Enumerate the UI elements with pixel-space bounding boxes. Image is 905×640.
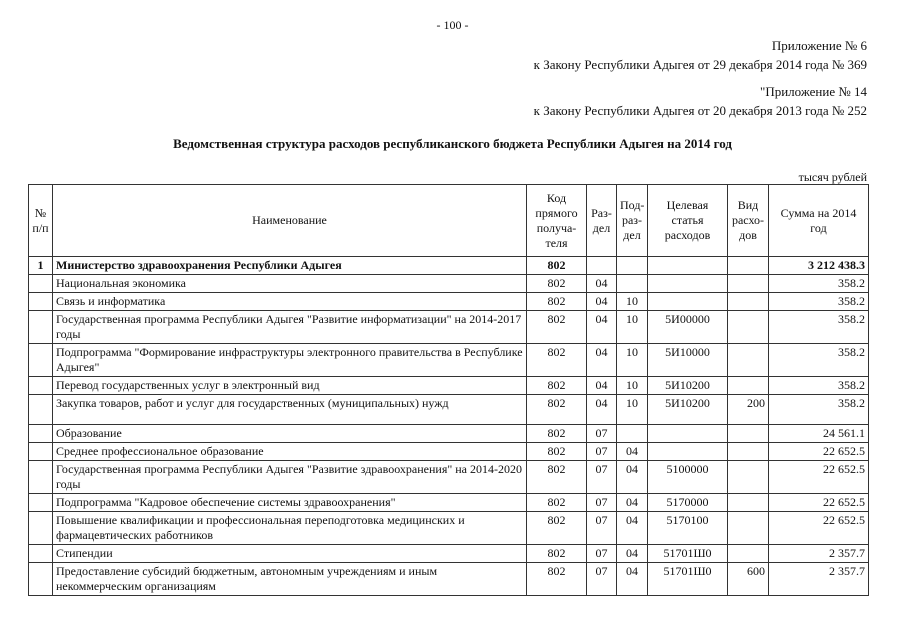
cell-subsection: 10: [617, 377, 648, 395]
table-row: [29, 344, 869, 377]
cell-code: 802: [527, 293, 587, 311]
cell-section: 04: [587, 344, 617, 377]
cell-target: [648, 257, 728, 275]
cell-type: [728, 545, 769, 563]
cell-section: 04: [587, 377, 617, 395]
cell-num: [29, 512, 53, 545]
cell-name: Образование: [53, 425, 527, 443]
cell-target: 5170100: [648, 512, 728, 545]
cell-type: [728, 275, 769, 293]
cell-code: 802: [527, 377, 587, 395]
cell-target: 5170000: [648, 494, 728, 512]
cell-sum: 22 652.5: [769, 461, 869, 494]
header-sum: Сумма на 2014 год: [769, 185, 869, 257]
header-name: Наименование: [53, 185, 527, 257]
cell-num: [29, 395, 53, 425]
cell-type: [728, 494, 769, 512]
annex-reference-current: [534, 36, 867, 74]
cell-sum: 358.2: [769, 275, 869, 293]
cell-target: 51701Ш0: [648, 563, 728, 596]
cell-num: [29, 344, 53, 377]
annex-title: "Приложение № 14: [760, 84, 867, 99]
cell-section: 04: [587, 311, 617, 344]
header-target: Целевая статья расходов: [648, 185, 728, 257]
cell-subsection: 04: [617, 443, 648, 461]
cell-subsection: 04: [617, 563, 648, 596]
cell-sum: 358.2: [769, 344, 869, 377]
cell-name: Государственная программа Республики Адыгея "Развитие здравоохранения" на 2014-2020 годы: [53, 461, 527, 494]
cell-subsection: 04: [617, 461, 648, 494]
cell-sum: 3 212 438.3: [769, 257, 869, 275]
cell-num: 1: [29, 257, 53, 275]
table-row: [29, 257, 869, 275]
cell-section: 07: [587, 425, 617, 443]
cell-sum: 2 357.7: [769, 563, 869, 596]
cell-subsection: [617, 275, 648, 293]
header-num: № п/п: [29, 185, 53, 257]
cell-num: [29, 425, 53, 443]
cell-type: [728, 311, 769, 344]
cell-code: 802: [527, 563, 587, 596]
cell-num: [29, 275, 53, 293]
cell-num: [29, 563, 53, 596]
table-row: [29, 377, 869, 395]
cell-num: [29, 377, 53, 395]
annex-law-reference: к Закону Республики Адыгея от 29 декабря 2014 года № 369: [533, 57, 867, 72]
cell-num: [29, 443, 53, 461]
cell-name: Подпрограмма "Формирование инфраструктуры электронного правительства в Республике Адыгея": [53, 344, 527, 377]
cell-sum: 358.2: [769, 395, 869, 425]
units-label: тысяч рублей: [798, 170, 867, 184]
cell-section: 07: [587, 443, 617, 461]
cell-code: 802: [527, 443, 587, 461]
cell-code: 802: [527, 311, 587, 344]
cell-name: Подпрограмма "Кадровое обеспечение системы здравоохранения": [53, 494, 527, 512]
cell-type: [728, 425, 769, 443]
cell-type: [728, 293, 769, 311]
table-row: [29, 512, 869, 545]
cell-section: 07: [587, 494, 617, 512]
table-row: [29, 545, 869, 563]
table-row: [29, 443, 869, 461]
cell-num: [29, 461, 53, 494]
cell-name: Государственная программа Республики Адыгея "Развитие информатизации" на 2014-2017 годы: [53, 311, 527, 344]
cell-type: [728, 257, 769, 275]
annex-reference-previous: [534, 82, 867, 120]
cell-target: [648, 425, 728, 443]
cell-subsection: 04: [617, 494, 648, 512]
table-row: [29, 425, 869, 443]
cell-section: 04: [587, 293, 617, 311]
table-row: [29, 311, 869, 344]
page-number: - 100 -: [436, 18, 469, 32]
cell-name: Стипендии: [53, 545, 527, 563]
cell-target: 5И00000: [648, 311, 728, 344]
cell-subsection: 04: [617, 512, 648, 545]
cell-sum: 358.2: [769, 311, 869, 344]
header-type: Вид расхо-дов: [728, 185, 769, 257]
cell-sum: 2 357.7: [769, 545, 869, 563]
cell-num: [29, 311, 53, 344]
cell-name: Перевод государственных услуг в электронный вид: [53, 377, 527, 395]
cell-name: Повышение квалификации и профессиональная переподготовка медицинских и фармацевтических работников: [53, 512, 527, 545]
cell-section: 07: [587, 512, 617, 545]
cell-target: [648, 293, 728, 311]
table-row: [29, 275, 869, 293]
cell-name: Предоставление субсидий бюджетным, автономным учреждениям и иным некоммерческим организациям: [53, 563, 527, 596]
cell-subsection: 04: [617, 545, 648, 563]
cell-target: 5И10200: [648, 377, 728, 395]
table-row: [29, 395, 869, 425]
cell-subsection: 10: [617, 311, 648, 344]
cell-sum: 22 652.5: [769, 443, 869, 461]
cell-code: 802: [527, 257, 587, 275]
cell-type: [728, 512, 769, 545]
cell-type: [728, 377, 769, 395]
table-row: [29, 563, 869, 596]
cell-section: 07: [587, 461, 617, 494]
cell-subsection: [617, 257, 648, 275]
cell-name: Связь и информатика: [53, 293, 527, 311]
table-header-row: [29, 185, 869, 257]
table-row: [29, 461, 869, 494]
cell-section: 04: [587, 395, 617, 425]
cell-name: Министерство здравоохранения Республики Адыгея: [53, 257, 527, 275]
cell-target: 5100000: [648, 461, 728, 494]
annex-title: Приложение № 6: [771, 38, 867, 53]
cell-name: Закупка товаров, работ и услуг для государственных (муниципальных) нужд: [53, 395, 527, 425]
cell-code: 802: [527, 545, 587, 563]
cell-subsection: 10: [617, 293, 648, 311]
cell-code: 802: [527, 461, 587, 494]
cell-type: [728, 344, 769, 377]
cell-sum: 358.2: [769, 377, 869, 395]
cell-type: [728, 443, 769, 461]
cell-subsection: [617, 425, 648, 443]
cell-code: 802: [527, 512, 587, 545]
cell-code: 802: [527, 344, 587, 377]
cell-code: 802: [527, 425, 587, 443]
cell-subsection: 10: [617, 395, 648, 425]
cell-num: [29, 545, 53, 563]
cell-section: [587, 257, 617, 275]
cell-target: 5И10200: [648, 395, 728, 425]
header-section: Раз-дел: [587, 185, 617, 257]
cell-target: 51701Ш0: [648, 545, 728, 563]
header-code: Код прямого получа-теля: [527, 185, 587, 257]
cell-type: [728, 461, 769, 494]
table-row: [29, 293, 869, 311]
cell-code: 802: [527, 275, 587, 293]
document-title: Ведомственная структура расходов республиканского бюджета Республики Адыгея на 2014 год: [173, 136, 732, 151]
cell-type: 600: [728, 563, 769, 596]
cell-target: [648, 275, 728, 293]
cell-type: 200: [728, 395, 769, 425]
cell-code: 802: [527, 395, 587, 425]
cell-target: 5И10000: [648, 344, 728, 377]
cell-section: 04: [587, 275, 617, 293]
cell-section: 07: [587, 563, 617, 596]
budget-table: [28, 184, 869, 596]
cell-sum: 358.2: [769, 293, 869, 311]
cell-num: [29, 293, 53, 311]
cell-name: Национальная экономика: [53, 275, 527, 293]
cell-name: Среднее профессиональное образование: [53, 443, 527, 461]
cell-num: [29, 494, 53, 512]
cell-section: 07: [587, 545, 617, 563]
table-row: [29, 494, 869, 512]
cell-subsection: 10: [617, 344, 648, 377]
header-subsection: Под-раз-дел: [617, 185, 648, 257]
cell-sum: 22 652.5: [769, 512, 869, 545]
cell-code: 802: [527, 494, 587, 512]
cell-sum: 24 561.1: [769, 425, 869, 443]
annex-law-reference: к Закону Республики Адыгея от 20 декабря 2013 года № 252: [533, 103, 867, 118]
cell-sum: 22 652.5: [769, 494, 869, 512]
cell-target: [648, 443, 728, 461]
